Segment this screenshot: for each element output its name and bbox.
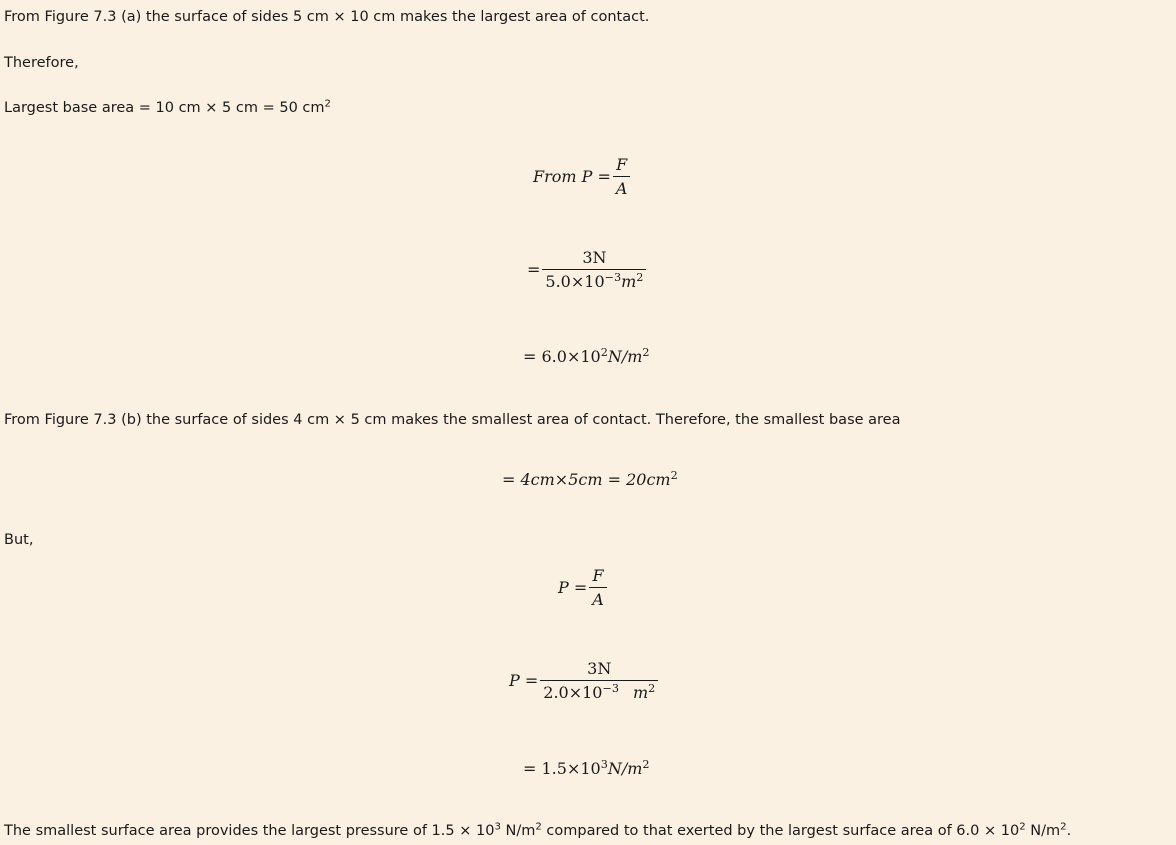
equation-result-2 [523, 759, 650, 778]
paragraph-conclusion [4, 822, 1071, 840]
equation-substitution-2 [509, 659, 660, 702]
conclusion-part-b: N/m [500, 823, 536, 839]
largest-base-area-exponent: 2 [324, 98, 331, 110]
therefore-text: Therefore, [4, 55, 79, 71]
eq3-unit-exponent: 2 [642, 345, 650, 359]
eq6-den-unit-exponent: 2 [648, 681, 656, 695]
eq6-denominator [540, 681, 658, 702]
conclusion-exp-c: 2 [1019, 821, 1026, 833]
eq4-text: = 4cm×5cm = 20cm [502, 470, 671, 489]
eq5-fraction [589, 566, 607, 609]
eq1-denominator: A [615, 179, 628, 198]
eq7-main: = 1.5×10 [523, 759, 601, 778]
paragraph-figure-b [4, 411, 901, 429]
conclusion-exp-d: 2 [1060, 821, 1067, 833]
conclusion-part-a: The smallest surface area provides the largest pressure of 1.5 × 10 [4, 823, 495, 839]
eq3-exponent: 2 [600, 345, 608, 359]
paragraph-therefore [4, 54, 79, 72]
largest-base-area-text: Largest base area = 10 cm × 5 cm = 50 cm [4, 100, 325, 116]
but-text: But, [4, 532, 34, 548]
equation-smallest-area [502, 470, 678, 489]
figure-b-text: From Figure 7.3 (b) the surface of sides 4 cm × 5 cm makes the smallest area of contact. Therefore, the smallest base area [4, 412, 901, 428]
paragraph-figure-a [4, 8, 649, 26]
equation-result-1 [523, 347, 650, 366]
eq6-den-main: 2.0×10 [543, 683, 603, 702]
eq2-lhs: = [527, 260, 541, 279]
paragraph-but [4, 531, 33, 549]
eq7-exponent: 3 [600, 757, 608, 771]
equation-pressure-formula-1 [533, 155, 632, 198]
equation-pressure-formula-2 [558, 566, 609, 609]
eq3-unit: N/m [607, 347, 643, 366]
eq2-den-main: 5.0×10 [545, 272, 605, 291]
paragraph-largest-base-area [4, 99, 331, 117]
eq2-numerator: 3N [542, 248, 646, 270]
eq6-lhs: P = [509, 671, 539, 690]
eq2-den-unit: m [621, 272, 637, 291]
conclusion-part-d: N/m [1025, 823, 1061, 839]
eq7-unit-exponent: 2 [642, 757, 650, 771]
conclusion-part-c: compared to that exerted by the largest surface area of 6.0 × 10 [541, 823, 1020, 839]
equation-substitution-1 [527, 248, 648, 291]
eq1-numerator: F [613, 155, 631, 177]
figure-a-text: From Figure 7.3 (a) the surface of sides 5 cm × 10 cm makes the largest area of contact. [4, 9, 650, 25]
conclusion-part-e: . [1066, 823, 1072, 839]
eq6-den-exponent: −3 [602, 681, 619, 695]
eq1-fraction [613, 155, 631, 198]
eq2-fraction [542, 248, 646, 291]
eq6-den-unit: m [632, 683, 649, 702]
eq4-exponent: 2 [670, 468, 678, 482]
eq1-lhs: From P = [533, 167, 611, 186]
eq2-denominator [542, 270, 646, 291]
eq3-main: = 6.0×10 [523, 347, 601, 366]
eq2-den-exponent: −3 [604, 270, 622, 284]
eq6-fraction [540, 659, 658, 702]
eq5-lhs: P = [558, 578, 588, 597]
eq5-numerator: F [589, 566, 607, 588]
eq2-den-unit-exponent: 2 [636, 270, 644, 284]
eq7-unit: N/m [607, 759, 643, 778]
eq5-denominator: A [592, 590, 604, 609]
eq6-numerator: 3N [540, 659, 658, 681]
conclusion-exp-a: 3 [494, 821, 501, 833]
conclusion-exp-b: 2 [535, 821, 542, 833]
